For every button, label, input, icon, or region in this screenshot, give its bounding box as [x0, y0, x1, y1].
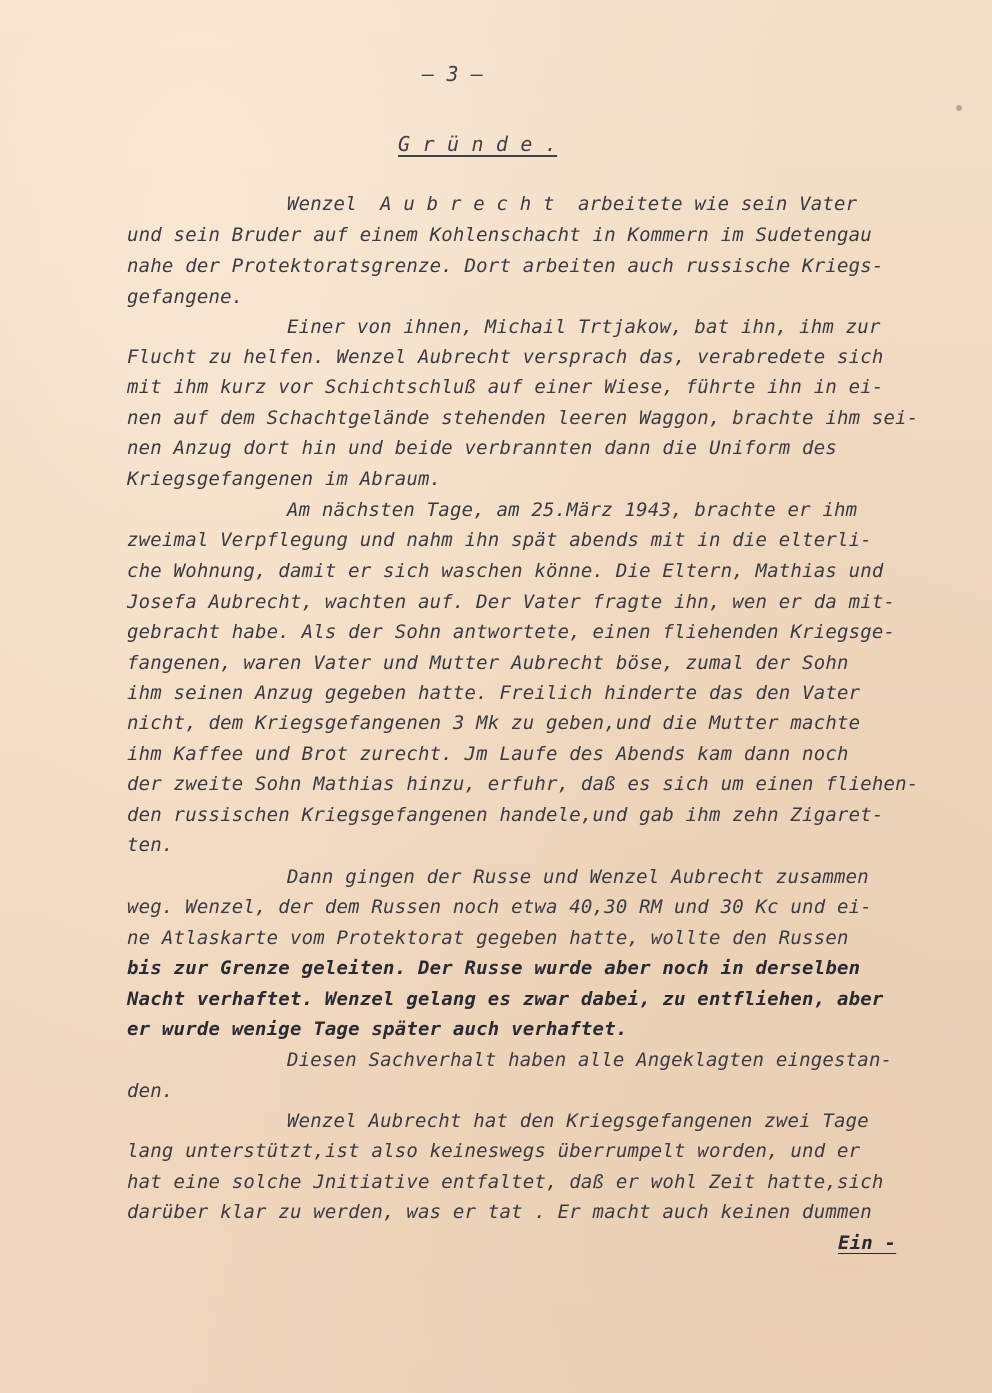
text-line: bis zur Grenze geleiten. Der Russe wurde aber noch in derselben [127, 957, 861, 979]
text-line: Flucht zu helfen. Wenzel Aubrecht versprach das, verabredete sich [127, 346, 884, 368]
text-line: fangenen, waren Vater und Mutter Aubrecht böse, zumal der Sohn [127, 652, 849, 674]
text-line: ten. [127, 834, 174, 856]
text-line: lang unterstützt,ist also keineswegs überrumpelt worden, und er [127, 1140, 861, 1162]
page-number: – 3 – [422, 62, 484, 86]
text-line: ihm Kaffee und Brot zurecht. Jm Laufe des Abends kam dann noch [127, 743, 849, 765]
text-line: Einer von ihnen, Michail Trtjakow, bat ihn, ihm zur [287, 316, 881, 338]
text-line: Am nächsten Tage, am 25.März 1943, brachte er ihm [287, 499, 858, 521]
text-line: che Wohnung, damit er sich waschen könne. Die Eltern, Mathias und [127, 560, 884, 582]
text-line: und sein Bruder auf einem Kohlenschacht in Kommern im Sudetengau [127, 224, 872, 246]
text-line: zweimal Verpflegung und nahm ihn spät abends mit in die elterli- [127, 529, 872, 551]
text-line: Dann gingen der Russe und Wenzel Aubrecht zusammen [287, 866, 869, 888]
text-line: Wenzel Aubrecht hat den Kriegsgefangenen zwei Tage [287, 1110, 869, 1132]
text-line: Diesen Sachverhalt haben alle Angeklagten eingestan- [287, 1049, 893, 1071]
text-line: ihm seinen Anzug gegeben hatte. Freilich hinderte das den Vater [127, 682, 861, 704]
text-line: nahe der Protektoratsgrenze. Dort arbeiten auch russische Kriegs- [127, 255, 884, 277]
text-line: ne Atlaskarte vom Protektorat gegeben hatte, wollte den Russen [127, 927, 849, 949]
catchword: Ein - [838, 1232, 897, 1254]
text-line: Nacht verhaftet. Wenzel gelang es zwar dabei, zu entfliehen, aber [127, 988, 884, 1010]
text-line: weg. Wenzel, der dem Russen noch etwa 40,30 RM und 30 Kc und ei- [127, 896, 872, 918]
section-heading: G r ü n d e . [398, 132, 558, 156]
text-line: mit ihm kurz vor Schichtschluß auf einer Wiese, führte ihn in ei- [127, 376, 884, 398]
text-line: den. [127, 1080, 174, 1102]
text-line: er wurde wenige Tage später auch verhaftet. [127, 1018, 628, 1040]
text-line: Wenzel A u b r e c h t arbeitete wie sein Vater [287, 193, 858, 215]
text-line: nen auf dem Schachtgelände stehenden leeren Waggon, brachte ihm sei- [127, 407, 919, 429]
ink-speck [956, 105, 962, 111]
text-line: der zweite Sohn Mathias hinzu, erfuhr, daß es sich um einen fliehen- [127, 773, 919, 795]
text-line: Kriegsgefangenen im Abraum. [127, 468, 442, 490]
text-line: darüber klar zu werden, was er tat . Er macht auch keinen dummen [127, 1201, 872, 1223]
text-line: gebracht habe. Als der Sohn antwortete, einen fliehenden Kriegsge- [127, 621, 896, 643]
text-line: nicht, dem Kriegsgefangenen 3 Mk zu geben,und die Mutter machte [127, 712, 861, 734]
text-line: den russischen Kriegsgefangenen handele,und gab ihm zehn Zigaret- [127, 804, 884, 826]
text-line: nen Anzug dort hin und beide verbrannten dann die Uniform des [127, 437, 837, 459]
text-line: gefangene. [127, 286, 244, 308]
text-line: hat eine solche Jnitiative entfaltet, daß er wohl Zeit hatte,sich [127, 1171, 884, 1193]
text-line: Josefa Aubrecht, wachten auf. Der Vater fragte ihn, wen er da mit- [127, 591, 896, 613]
